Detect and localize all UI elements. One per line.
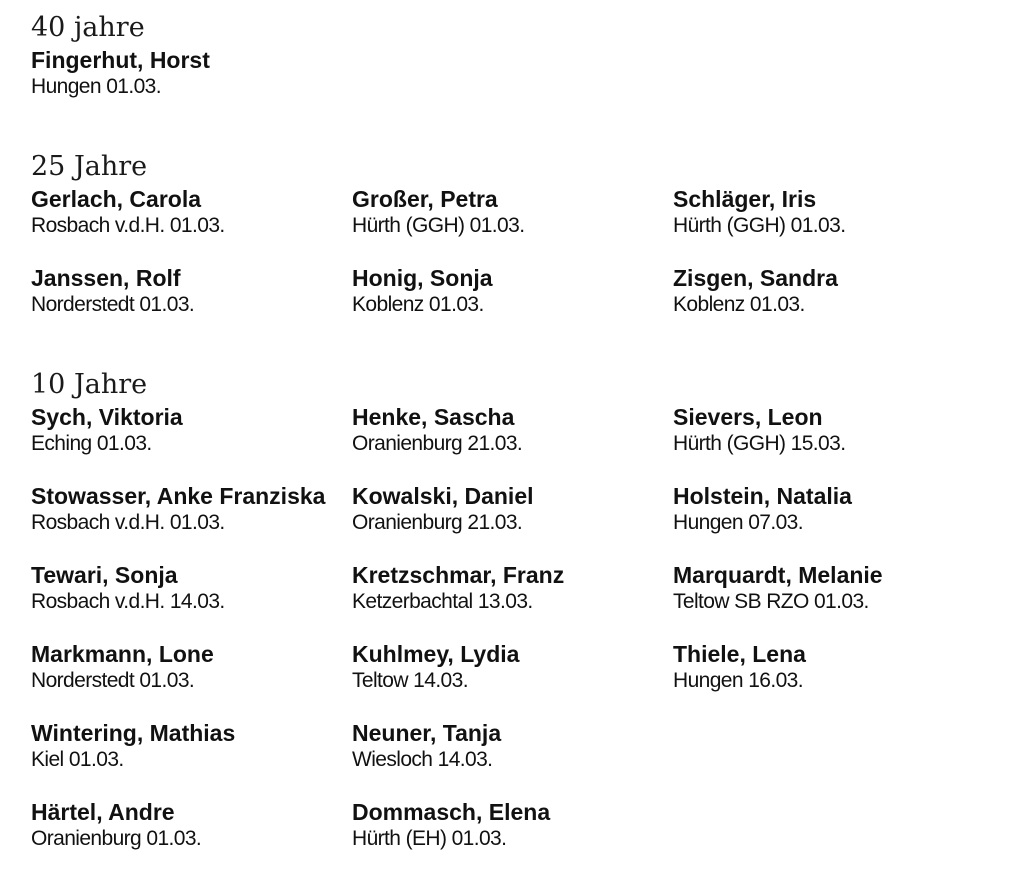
column-2 bbox=[352, 403, 673, 877]
person-name: Stowasser, Anke Franziska bbox=[31, 483, 326, 509]
list-item bbox=[352, 561, 673, 640]
list-item bbox=[31, 46, 352, 125]
location-date: Koblenz 01.03. bbox=[673, 293, 805, 316]
list-item bbox=[31, 264, 352, 343]
list-item bbox=[352, 185, 673, 264]
list-item bbox=[673, 640, 1001, 719]
person-name: Schläger, Iris bbox=[673, 186, 817, 212]
list-item bbox=[352, 640, 673, 719]
list-item bbox=[31, 403, 352, 482]
person-name: Henke, Sascha bbox=[352, 404, 515, 430]
location-date: Hürth (EH) 01.03. bbox=[352, 827, 507, 850]
column-1 bbox=[31, 403, 352, 877]
location-date: Hürth (GGH) 15.03. bbox=[673, 432, 846, 455]
person-name: Kretzschmar, Franz bbox=[352, 562, 565, 588]
list-item bbox=[31, 561, 352, 640]
section-10-years bbox=[31, 369, 1001, 877]
list-item bbox=[31, 640, 352, 719]
list-item bbox=[31, 185, 352, 264]
section-heading: 40 jahre bbox=[31, 12, 145, 43]
list-item bbox=[352, 719, 673, 798]
list-item bbox=[352, 403, 673, 482]
list-item bbox=[673, 482, 1001, 561]
location-date: Wiesloch 14.03. bbox=[352, 748, 493, 771]
column-1 bbox=[31, 185, 352, 343]
person-name: Markmann, Lone bbox=[31, 641, 214, 667]
entry-grid bbox=[31, 403, 1001, 877]
location-date: Rosbach v.d.H. 14.03. bbox=[31, 590, 225, 613]
location-date: Norderstedt 01.03. bbox=[31, 293, 195, 316]
location-date: Hürth (GGH) 01.03. bbox=[673, 214, 846, 237]
person-name: Marquardt, Melanie bbox=[673, 562, 883, 588]
person-name: Wintering, Mathias bbox=[31, 720, 236, 746]
location-date: Hungen 07.03. bbox=[673, 511, 803, 534]
person-name: Großer, Petra bbox=[352, 186, 498, 212]
list-item bbox=[352, 798, 673, 877]
column-2 bbox=[352, 185, 673, 343]
section-heading: 10 Jahre bbox=[31, 369, 148, 400]
location-date: Hürth (GGH) 01.03. bbox=[352, 214, 525, 237]
person-name: Neuner, Tanja bbox=[352, 720, 502, 746]
list-item bbox=[31, 482, 352, 561]
location-date: Oranienburg 21.03. bbox=[352, 511, 523, 534]
list-item bbox=[673, 264, 1001, 343]
entry-grid bbox=[31, 185, 1001, 343]
location-date: Hungen 16.03. bbox=[673, 669, 803, 692]
column-3 bbox=[673, 403, 1001, 877]
person-name: Zisgen, Sandra bbox=[673, 265, 838, 291]
list-item bbox=[673, 403, 1001, 482]
column-1 bbox=[31, 46, 352, 125]
section-heading: 25 Jahre bbox=[31, 151, 148, 182]
person-name: Sievers, Leon bbox=[673, 404, 823, 430]
section-40-years bbox=[31, 12, 1001, 125]
person-name: Sych, Viktoria bbox=[31, 404, 183, 430]
person-name: Dommasch, Elena bbox=[352, 799, 551, 825]
person-name: Kowalski, Daniel bbox=[352, 483, 534, 509]
location-date: Oranienburg 01.03. bbox=[31, 827, 202, 850]
location-date: Teltow 14.03. bbox=[352, 669, 468, 692]
list-item bbox=[673, 185, 1001, 264]
location-date: Hungen 01.03. bbox=[31, 75, 161, 98]
person-name: Thiele, Lena bbox=[673, 641, 806, 667]
column-2 bbox=[352, 46, 673, 125]
person-name: Tewari, Sonja bbox=[31, 562, 178, 588]
location-date: Rosbach v.d.H. 01.03. bbox=[31, 214, 225, 237]
list-item bbox=[31, 719, 352, 798]
location-date: Teltow SB RZO 01.03. bbox=[673, 590, 869, 613]
entry-grid bbox=[31, 46, 1001, 125]
list-item bbox=[352, 482, 673, 561]
location-date: Eching 01.03. bbox=[31, 432, 152, 455]
location-date: Rosbach v.d.H. 01.03. bbox=[31, 511, 225, 534]
column-3 bbox=[673, 185, 1001, 343]
person-name: Härtel, Andre bbox=[31, 799, 175, 825]
person-name: Fingerhut, Horst bbox=[31, 47, 210, 73]
person-name: Janssen, Rolf bbox=[31, 265, 181, 291]
list-item bbox=[352, 264, 673, 343]
location-date: Oranienburg 21.03. bbox=[352, 432, 523, 455]
person-name: Gerlach, Carola bbox=[31, 186, 202, 212]
location-date: Ketzerbachtal 13.03. bbox=[352, 590, 533, 613]
person-name: Honig, Sonja bbox=[352, 265, 493, 291]
column-3 bbox=[673, 46, 1001, 125]
person-name: Holstein, Natalia bbox=[673, 483, 852, 509]
list-item bbox=[31, 798, 352, 877]
section-25-years bbox=[31, 151, 1001, 343]
location-date: Norderstedt 01.03. bbox=[31, 669, 195, 692]
location-date: Koblenz 01.03. bbox=[352, 293, 484, 316]
location-date: Kiel 01.03. bbox=[31, 748, 124, 771]
person-name: Kuhlmey, Lydia bbox=[352, 641, 520, 667]
list-item bbox=[673, 561, 1001, 640]
